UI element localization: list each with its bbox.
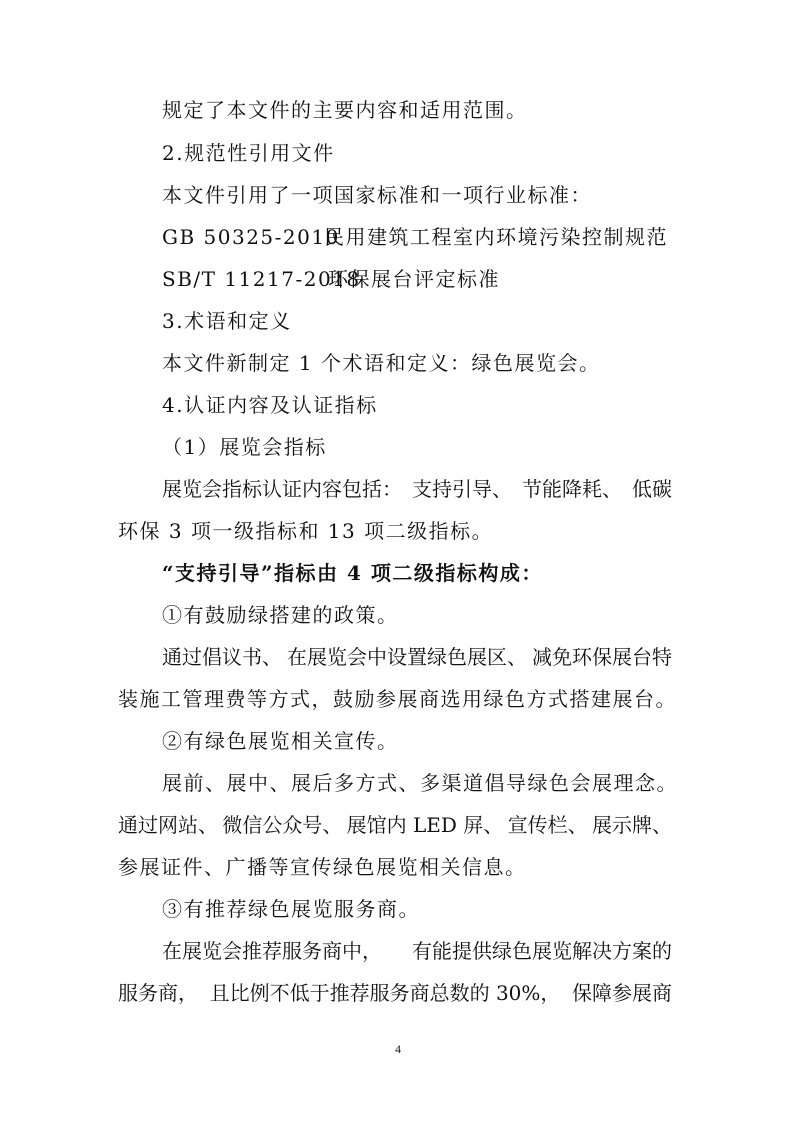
standard-code: SB/T 11217-2018 [162, 267, 361, 291]
item-2-publicity: ②有绿色展览相关宣传。 [162, 729, 399, 753]
paragraph-indicators-line-1 [162, 476, 672, 502]
paragraph-initiative-line-1 [162, 644, 672, 670]
text-segment: 服务商， [118, 981, 198, 1005]
paragraph-publicity-line-3: 参展证件、广播等宣传绿色展览相关信息。 [118, 855, 527, 879]
paragraph-terms: 本文件新制定 1 个术语和定义：绿色展览会。 [162, 351, 601, 375]
text-segment: 展示牌、 [591, 813, 672, 837]
standard-title: 环保展台评定标准 [328, 267, 500, 291]
section-heading-normative-references: 2.规范性引用文件 [162, 141, 335, 165]
standard-title: 民用建筑工程室内环境污染控制规范 [324, 225, 668, 249]
section-heading-certification: 4.认证内容及认证指标 [162, 393, 378, 417]
paragraph-initiative-line-2: 装施工管理费等方式，鼓励参展商选用绿色方式搭建展台。 [118, 687, 677, 711]
text-segment: 且比例不低于推荐服务商总数的 30%， [209, 981, 561, 1005]
text-segment: 通过倡议书、 [162, 645, 282, 669]
text-segment: 在展览会中设置绿色展区、 [287, 645, 527, 669]
paragraph-scope: 规定了本文件的主要内容和适用范围。 [162, 98, 528, 122]
paragraph-references-intro: 本文件引用了一项国家标准和一项行业标准： [162, 183, 592, 207]
item-3-service-providers: ③有推荐绿色展览服务商。 [162, 897, 420, 921]
standard-reference-gb [162, 224, 668, 250]
text-segment: 通过网站、 [118, 813, 218, 837]
paragraph-publicity-line-2 [118, 812, 672, 838]
paragraph-indicators-line-2: 环保 3 项一级指标和 13 项二级指标。 [118, 519, 494, 543]
item-1-policy: ①有鼓励绿搭建的政策。 [162, 603, 399, 627]
bold-heading-support-guidance: “支持引导”指标由 4 项二级指标构成： [162, 561, 543, 585]
text-segment: 展馆内 LED 屏、 [346, 813, 504, 837]
text-segment: 减免环保展台特 [532, 645, 672, 669]
text-segment: 展览会指标认证内容包括： [162, 477, 402, 501]
text-segment: 支持引导、 [412, 477, 512, 501]
paragraph-recommend-line-2 [118, 980, 672, 1006]
text-segment: 微信公众号、 [222, 813, 343, 837]
paragraph-recommend-line-1 [162, 938, 672, 964]
subheading-exhibition-indicators: （1）展览会指标 [162, 435, 327, 459]
section-heading-terms: 3.术语和定义 [162, 309, 292, 333]
text-segment: 宣传栏、 [507, 813, 588, 837]
standard-code: GB 50325-2010 [162, 225, 340, 249]
text-segment: 保障参展商 [572, 981, 672, 1005]
standard-reference-sbt [162, 266, 500, 292]
paragraph-publicity-line-1: 展前、展中、展后多方式、多渠道倡导绿色会展理念。 [162, 771, 678, 795]
text-segment: 低碳 [632, 477, 672, 501]
page-number: 4 [395, 1042, 401, 1056]
text-segment: 在展览会推荐服务商中， [162, 939, 382, 963]
text-segment: 节能降耗、 [522, 477, 622, 501]
text-segment: 有能提供绿色展览解决方案的 [412, 939, 672, 963]
